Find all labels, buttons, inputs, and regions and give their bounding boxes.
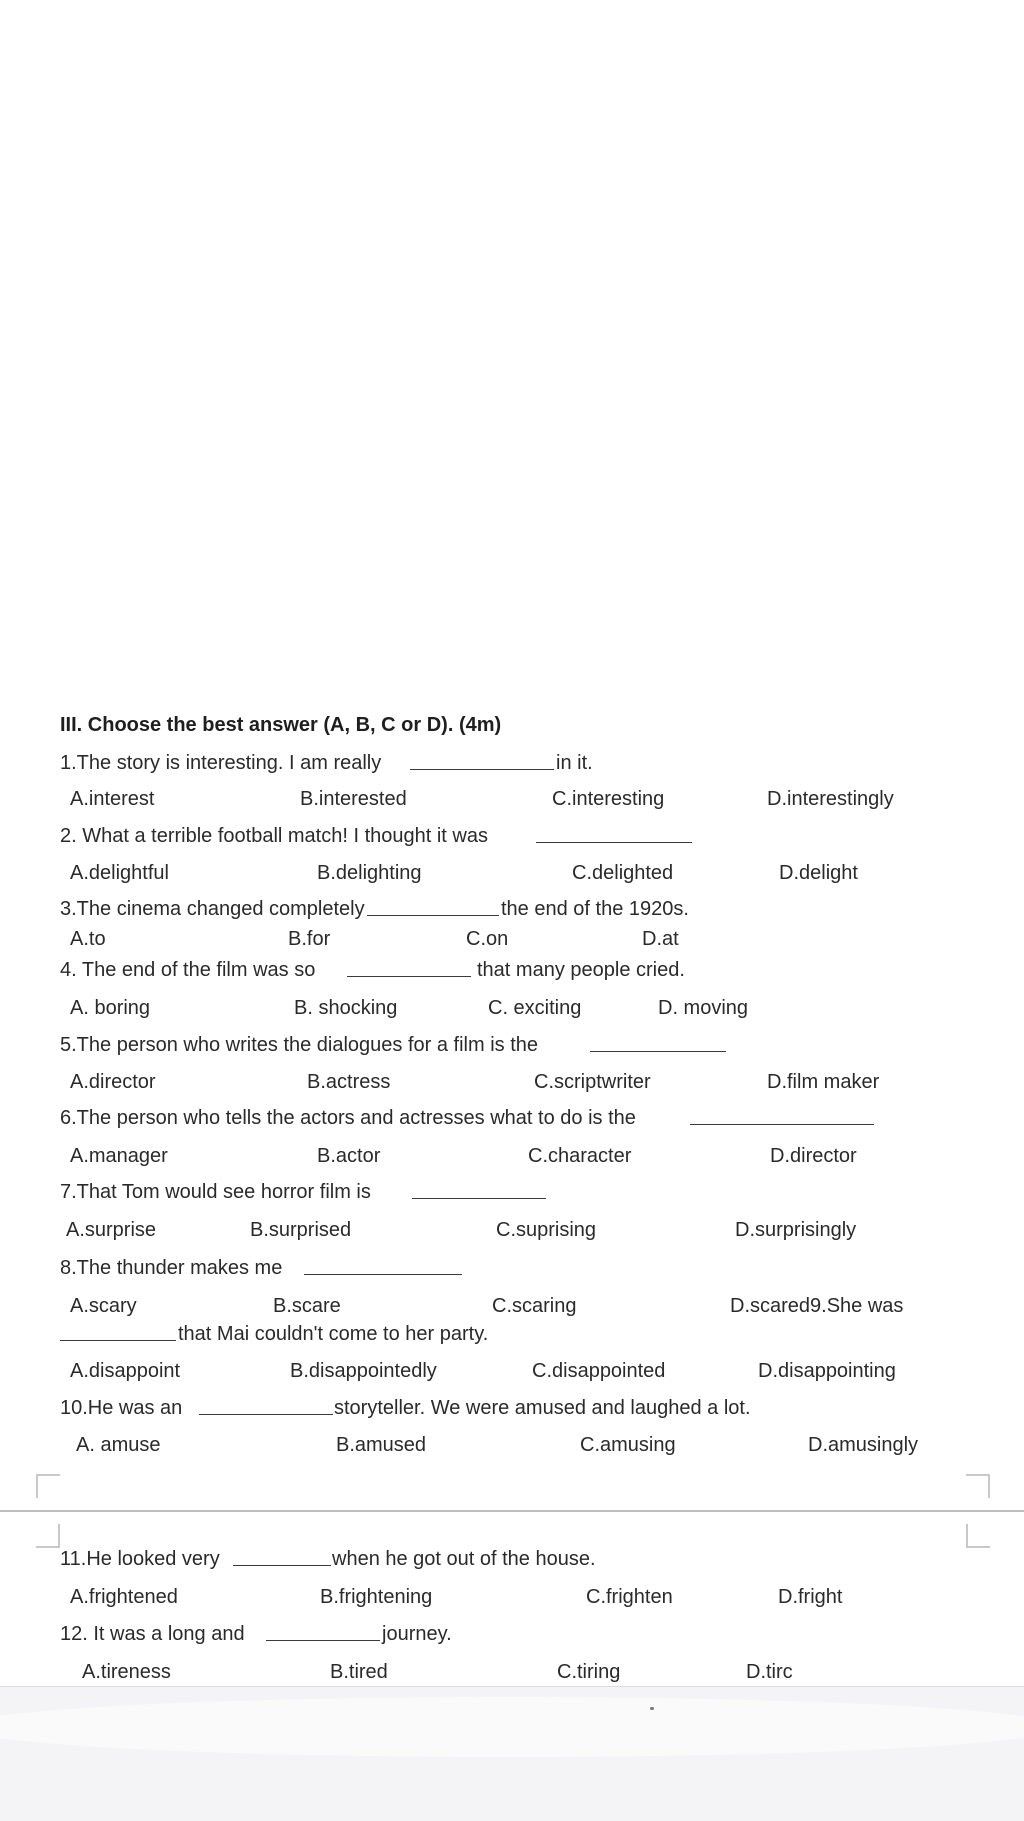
option-b: B.tired [330, 1661, 388, 1683]
option-c: C.on [466, 928, 509, 950]
question-9: that Mai couldn't come to her party. [0, 1316, 1024, 1352]
question-12-options [0, 1654, 1024, 1690]
overlay-shape [0, 1697, 1024, 1757]
option-d: D.at [642, 928, 679, 950]
answer-blank [367, 915, 499, 916]
option-b: B. shocking [294, 997, 398, 1019]
option-a: A.to [70, 928, 106, 950]
option-d: D.disappointing [758, 1360, 896, 1382]
option-b: B.actor [317, 1145, 381, 1167]
option-d: D.film maker [767, 1071, 880, 1093]
option-d: D.scared9.She was [730, 1295, 904, 1317]
crop-mark [36, 1474, 60, 1498]
option-a: A.interest [70, 788, 155, 810]
question-11-options [0, 1579, 1024, 1615]
option-a: A.frightened [70, 1586, 178, 1608]
question-2-options [0, 855, 1024, 891]
option-d: D.surprisingly [735, 1219, 857, 1241]
answer-blank [590, 1051, 726, 1052]
question-7-options [0, 1212, 1024, 1248]
answer-blank [536, 842, 692, 843]
option-c: C.scriptwriter [534, 1071, 651, 1093]
question-6: 6.The person who tells the actors and actresses what to do is the [0, 1100, 1024, 1136]
question-10-options [0, 1427, 1024, 1463]
option-b: B.interested [300, 788, 407, 810]
answer-blank [266, 1640, 380, 1641]
question-1-options [0, 781, 1024, 817]
option-c: C.delighted [572, 862, 674, 884]
option-b: B.scare [273, 1295, 341, 1317]
overlay-dot [650, 1707, 654, 1710]
option-a: A. amuse [76, 1434, 161, 1456]
option-c: C.amusing [580, 1434, 676, 1456]
option-c: C.frighten [586, 1586, 673, 1608]
crop-mark [966, 1474, 990, 1498]
question-5-options [0, 1064, 1024, 1100]
option-a: A.disappoint [70, 1360, 181, 1382]
question-11: 11.He looked very when he got out of the house. [60, 1548, 596, 1570]
option-c: C.tiring [557, 1661, 621, 1683]
question-9-options [0, 1353, 1024, 1389]
page-divider [0, 1510, 1024, 1512]
option-a: A.tireness [82, 1661, 171, 1683]
option-c: C.disappointed [532, 1360, 666, 1382]
option-d: D.delight [779, 862, 858, 884]
option-a: A.surprise [66, 1219, 157, 1241]
option-b: B.delighting [317, 862, 422, 884]
answer-blank [347, 976, 471, 977]
question-4: 4. The end of the film was so that many people cried. [60, 959, 685, 981]
question-1: 1.The story is interesting. I am really in it. [60, 752, 593, 774]
option-a: A.director [70, 1071, 156, 1093]
option-b: B.for [288, 928, 331, 950]
question-6-options [0, 1138, 1024, 1174]
answer-blank [690, 1124, 874, 1125]
answer-blank [199, 1414, 333, 1415]
option-d: D.tirc [746, 1661, 793, 1683]
option-d: D.amusingly [808, 1434, 919, 1456]
option-a: A.delightful [70, 862, 169, 884]
bottom-overlay [0, 1686, 1024, 1821]
option-b: B.frightening [320, 1586, 433, 1608]
question-7: 7.That Tom would see horror film is [0, 1174, 1024, 1210]
option-a: A.scary [70, 1295, 137, 1317]
answer-blank [410, 769, 554, 770]
option-c: C.interesting [552, 788, 665, 810]
question-4-options [0, 990, 1024, 1026]
option-c: C.character [528, 1145, 632, 1167]
option-b: B.amused [336, 1434, 427, 1456]
answer-blank [304, 1274, 462, 1275]
question-8: 8.The thunder makes me [0, 1250, 1024, 1286]
option-d: D. moving [658, 997, 749, 1019]
question-10: 10.He was an storyteller. We were amused and laughed a lot. [60, 1397, 751, 1419]
option-d: D.interestingly [767, 788, 894, 810]
question-5: 5.The person who writes the dialogues for a film is the [0, 1027, 1024, 1063]
section-title: III. Choose the best answer (A, B, C or D). (4m) [60, 714, 502, 736]
option-a: A. boring [70, 997, 151, 1019]
option-b: B.surprised [250, 1219, 352, 1241]
option-c: C.scaring [492, 1295, 577, 1317]
option-c: C.suprising [496, 1219, 597, 1241]
question-12: 12. It was a long and journey. [60, 1623, 452, 1645]
answer-blank [60, 1340, 176, 1341]
option-a: A.manager [70, 1145, 168, 1167]
option-d: D.fright [778, 1586, 843, 1608]
option-b: B.disappointedly [290, 1360, 437, 1382]
option-c: C. exciting [488, 997, 582, 1019]
option-b: B.actress [307, 1071, 391, 1093]
question-2: 2. What a terrible football match! I thought it was [0, 818, 1024, 854]
question-3: 3.The cinema changed completely the end of the 1920s. [60, 898, 689, 920]
answer-blank [412, 1198, 546, 1199]
answer-blank [233, 1565, 331, 1566]
option-d: D.director [770, 1145, 857, 1167]
